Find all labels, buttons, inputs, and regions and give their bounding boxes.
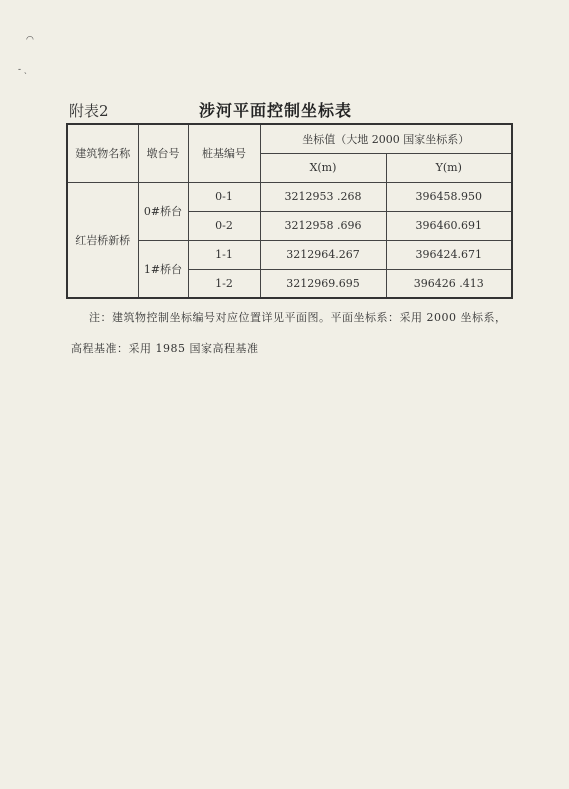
header-x: X(m) (260, 153, 386, 182)
x-cell: 3212969.695 (260, 269, 386, 298)
y-cell: 396460.691 (386, 211, 512, 240)
scan-mark: ◠ (26, 35, 34, 45)
header-y: Y(m) (386, 153, 512, 182)
pile-cell: 1-2 (188, 269, 260, 298)
note-line-2: 高程基准：采用 1985 国家高程基准 (71, 342, 259, 355)
pile-cell: 1-1 (188, 240, 260, 269)
pile-cell: 0-2 (188, 211, 260, 240)
coordinate-table (66, 123, 513, 299)
x-cell: 3212953 .268 (260, 182, 386, 211)
pier-cell: 0#桥台 (138, 182, 188, 240)
y-cell: 396458.950 (386, 182, 512, 211)
header-coord-group: 坐标值（大地 2000 国家坐标系） (260, 124, 512, 153)
x-cell: 3212964.267 (260, 240, 386, 269)
building-name-cell: 红岩桥新桥 (67, 182, 138, 298)
y-cell: 396426 .413 (386, 269, 512, 298)
x-cell: 3212958 .696 (260, 211, 386, 240)
note-line-1: 注：建筑物控制坐标编号对应位置详见平面图。平面坐标系：采用 2000 坐标系， (89, 311, 507, 324)
pier-cell: 1#桥台 (138, 240, 188, 298)
pile-cell: 0-1 (188, 182, 260, 211)
header-pier-no: 墩台号 (138, 124, 188, 182)
header-building-name: 建筑物名称 (67, 124, 138, 182)
y-cell: 396424.671 (386, 240, 512, 269)
appendix-label: 附表2 (69, 102, 109, 120)
header-pile-no: 桩基编号 (188, 124, 260, 182)
scan-mark: - ˎ (18, 65, 27, 75)
table-row (67, 182, 512, 211)
page-title: 涉河平面控制坐标表 (199, 101, 353, 120)
